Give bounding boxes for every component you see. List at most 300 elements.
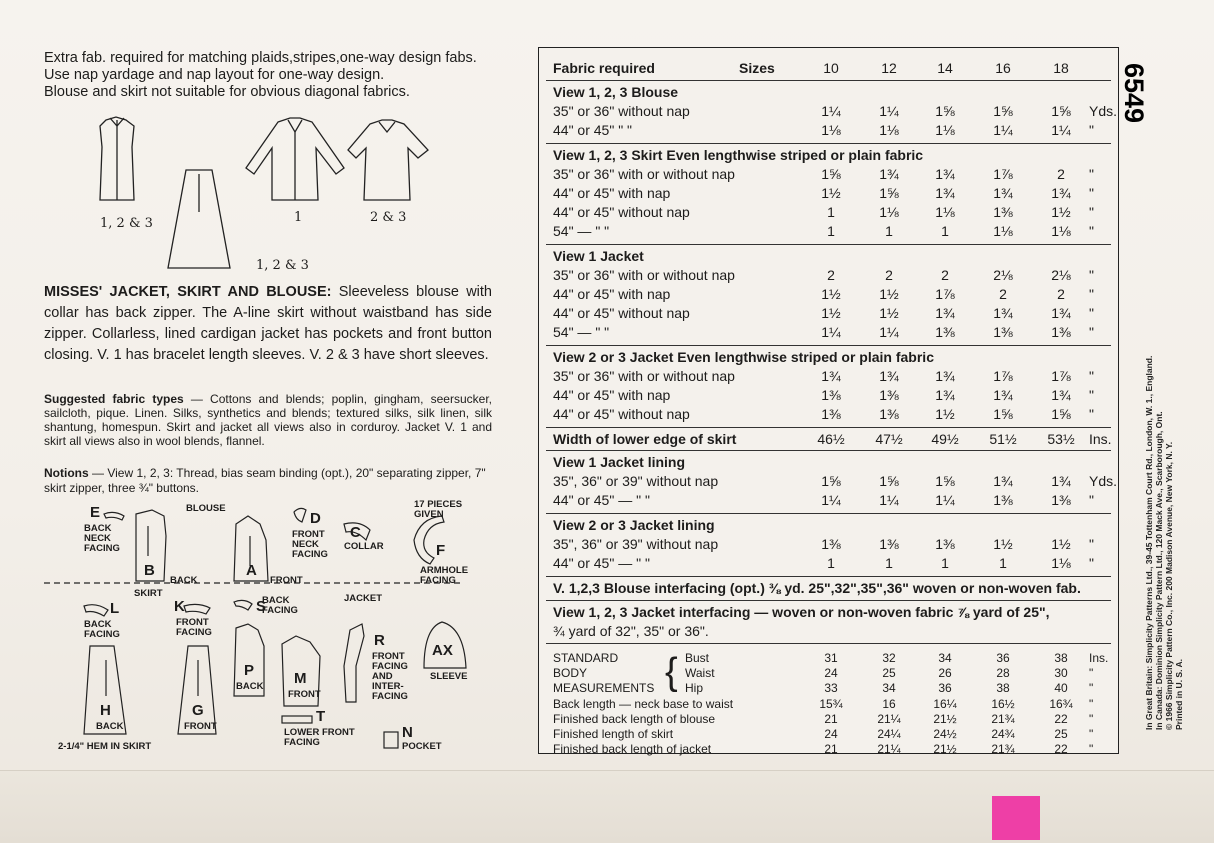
row-label: 44" or 45" — " " [553,555,650,571]
pieces-count: 17 PIECES GIVEN [414,499,463,520]
row-value: 1⅞ [1051,368,1071,384]
piece-label: FRONT NECK FACING [292,529,328,560]
row-value: 2 [885,267,893,283]
row-value: 1⅜ [821,406,841,422]
table-divider [546,600,1111,601]
row-value: 2 [1057,166,1065,182]
row-label: 35", 36" or 39" without nap [553,536,719,552]
row-value: 1⅜ [821,387,841,403]
row-value: 1⅞ [993,368,1013,384]
table-section-title [553,604,1110,623]
section-title-text: View 2 or 3 Jacket Even lengthwise striped or plain fabric [553,349,934,365]
table-section-title [553,454,1110,473]
row-value: 1⅜ [879,387,899,403]
row-unit: " [1089,204,1094,220]
table-divider [546,450,1111,451]
table-row [553,166,1110,185]
row-value: 1½ [821,305,841,321]
table-row [553,555,1110,574]
publisher-line: © 1966 Simplicity Pattern Co., Inc. 200 Madison Avenue, New York, N. Y. [1164,441,1174,730]
row-value: 1½ [879,286,899,302]
brace: { [665,651,678,693]
row-value: 21¾ [991,742,1015,756]
row-value: 1⅝ [879,185,899,201]
row-value: 1¼ [879,103,899,119]
table-header [553,60,1110,79]
row-value: 1½ [1051,536,1071,552]
intro-line: Blouse and skirt not suitable for obvious diagonal fabrics. [44,84,410,100]
row-value: 21 [824,742,838,756]
piece-letter: F [436,542,446,559]
row-label: 44" or 45" — " " [553,492,650,508]
row-unit: Ins. [1089,651,1109,665]
piece-label: FRONT [270,575,303,586]
row-unit: " [1089,305,1094,321]
row-value: 21½ [933,712,957,726]
row-label: 44" or 45" with nap [553,387,671,403]
row-label: 35" or 36" with or without nap [553,368,735,384]
row-unit: " [1089,166,1094,182]
row-value: 1⅛ [821,122,841,138]
row-value: 1½ [1051,204,1071,220]
table-row [553,431,1110,450]
table-divider [546,513,1111,514]
piece-label: FRONT [184,721,217,732]
row-value: 1¾ [993,185,1013,201]
row-value: 1⅜ [879,406,899,422]
row-value: 21¾ [991,712,1015,726]
row-label: Finished back length of jacket [553,742,712,756]
row-unit: " [1089,742,1094,756]
piece-letter: T [316,708,326,725]
row-value: 2 [1057,286,1065,302]
row-unit: " [1089,387,1094,403]
skirt-section-label: SKIRT [134,588,163,599]
row-value: 1 [827,204,835,220]
row-value: 24¾ [991,727,1015,741]
row-value: 1¼ [1051,122,1071,138]
row-label: 35" or 36" without nap [553,103,690,119]
row-value: 21½ [933,742,957,756]
piece-label: POCKET [402,741,442,752]
row-value: 1⅞ [935,286,955,302]
row-value: 1¾ [1051,473,1071,489]
row-value: 25 [882,666,896,680]
piece-label: BACK [236,681,264,692]
table-row [553,204,1110,223]
piece-letter: D [310,510,321,527]
header-size: 16 [995,60,1011,76]
sketch-label: 1, 2 & 3 [256,258,309,273]
row-value: 2 [999,286,1007,302]
row-value: 33 [824,681,838,695]
row-value: 1½ [935,406,955,422]
row-value: 2 [827,267,835,283]
row-value: 1⅛ [879,122,899,138]
table-row [553,305,1110,324]
sketch-label: 1, 2 & 3 [100,216,153,231]
table-divider [546,576,1111,577]
row-value: 51½ [989,431,1017,447]
publisher-line: Printed in U. S. A. [1174,659,1184,730]
fabric-requirements-table [538,47,1119,754]
row-unit: " [1089,368,1094,384]
row-label: 44" or 45" without nap [553,406,690,422]
row-value: 1½ [993,536,1013,552]
row-value: 34 [938,651,952,665]
piece-letter: P [244,662,255,679]
piece-label: FRONT FACING [176,617,212,638]
row-unit: " [1089,492,1094,508]
row-value: 1 [999,555,1007,571]
row-value: 1⅜ [1051,492,1071,508]
table-row [553,286,1110,305]
table-row [553,666,1110,681]
row-value: 16 [882,697,896,711]
header-size: 14 [937,60,953,76]
table-divider [546,143,1111,144]
row-unit: " [1089,666,1094,680]
row-value: 1⅛ [879,204,899,220]
piece-letter: N [402,724,413,741]
row-unit: " [1089,712,1094,726]
table-section-title [553,248,1110,267]
row-value: 2 [941,267,949,283]
description-text: Sleeveless blouse with collar has back zipper. The A-line skirt without waistband has side zipper. Collarless, lined cardigan jacket has pockets and front button closing. V. 1 has bracelet length sleeves. V. 2 & 3 have short sleeves. [44,284,492,363]
sketch-label: 1 [294,210,303,225]
pattern-number-text: 6549 [1119,63,1149,124]
row-label: Back length — neck base to waist [553,697,734,711]
row-unit: " [1089,536,1094,552]
row-value: 1¼ [879,324,899,340]
sketch-label: 2 & 3 [370,210,407,225]
table-row [553,103,1118,122]
row-value: 1⅛ [993,223,1013,239]
jacket-section-label: JACKET [344,593,383,604]
description-heading: MISSES' JACKET, SKIRT AND BLOUSE: [44,284,332,300]
publisher-info-svg [1122,210,1202,730]
row-value: 15¾ [819,697,843,711]
row-value: 1¼ [879,492,899,508]
row-value: 1⅝ [879,473,899,489]
row-value: 2⅛ [993,267,1013,283]
row-value: 1¾ [935,305,955,321]
row-unit: " [1089,286,1094,302]
row-label: 44" or 45" with nap [553,286,671,302]
row-value: 1¾ [993,473,1013,489]
row-unit: " [1089,122,1094,138]
section-title-text: View 1, 2, 3 Blouse [553,84,679,100]
fabric-types [44,392,492,448]
row-value: 1⅞ [993,166,1013,182]
piece-label: BACK [170,575,198,586]
row-value: 38 [1054,651,1068,665]
publisher-info [1122,210,1202,730]
row-value: 1¾ [993,387,1013,403]
row-value: 1⅝ [821,166,841,182]
notions [44,466,492,495]
row-label: Finished length of skirt [553,727,674,741]
row-value: 46½ [817,431,845,447]
row-value: 1⅝ [993,406,1013,422]
row-unit: " [1089,185,1094,201]
row-value: 1⅜ [993,492,1013,508]
notions-text: — View 1, 2, 3: Thread, bias seam binding (opt.), 20" separating zipper, 7" skirt zipper, three ¾" buttons. [44,466,486,495]
measure-label-text: STANDARD [553,651,619,665]
row-label: Width of lower edge of skirt [553,431,737,447]
row-label: 35", 36" or 39" without nap [553,473,719,489]
piece-letter: H [100,702,111,719]
row-unit: " [1089,555,1094,571]
table-row [553,122,1110,141]
row-value: 36 [938,681,952,695]
row-value: 28 [996,666,1010,680]
row-value: 1⅛ [1051,223,1071,239]
piece-letter: L [110,600,120,617]
row-unit: Ins. [1089,431,1112,447]
row-value: 1 [941,223,949,239]
piece-letter: K [174,598,185,615]
row-value: 1¾ [935,185,955,201]
table-section-title [553,349,1110,368]
table-row [553,712,1110,727]
row-value: 1⅜ [879,536,899,552]
row-value: 1½ [879,305,899,321]
row-value: 1⅜ [935,536,955,552]
pattern-description [44,282,492,366]
table-divider [546,80,1111,81]
table-row [553,473,1118,492]
row-label: Hip [685,681,704,695]
row-label: 54" — " " [553,324,610,340]
row-value: 1 [941,555,949,571]
row-value: 53½ [1047,431,1075,447]
row-value: 1⅛ [935,122,955,138]
row-value: 1⅜ [993,204,1013,220]
row-value: 1⅝ [1051,406,1071,422]
table-row [553,406,1110,425]
table-row [553,536,1110,555]
row-value: 24 [824,666,838,680]
piece-letter: R [374,632,385,649]
row-value: 1¾ [993,305,1013,321]
table-divider [546,244,1111,245]
blouse-section-label: BLOUSE [186,503,226,514]
table-row [553,368,1110,387]
row-value: 1⅝ [821,473,841,489]
table-divider [546,345,1111,346]
intro-line: Use nap yardage and nap layout for one-way design. [44,67,385,83]
section-title-text: View 1, 2, 3 Jacket interfacing — woven or non-woven fabric ⅞ yard of 25", [553,604,1050,620]
color-swatch [992,796,1040,840]
intro-line: Extra fab. required for matching plaids,stripes,one-way design fabs. [44,50,477,66]
row-value: 1 [827,555,835,571]
row-value: 1⅝ [993,103,1013,119]
row-label: 44" or 45" " " [553,122,633,138]
piece-letter: G [192,702,204,719]
row-value: 32 [882,651,896,665]
table-section-title [553,147,1110,166]
row-value: 1¾ [1051,185,1071,201]
row-unit: " [1089,727,1094,741]
row-value: 25 [1054,727,1068,741]
row-unit: " [1089,681,1094,695]
row-value: 21¼ [877,712,901,726]
row-unit: " [1089,406,1094,422]
pattern-pieces [44,496,494,758]
table-section-title [553,84,1110,103]
piece-label: ARMHOLE FACING [420,565,469,586]
header-size: 10 [823,60,839,76]
notions-heading: Notions [44,466,89,480]
piece-letter: M [294,670,307,687]
piece-label: FRONT [288,689,321,700]
row-value: 38 [996,681,1010,695]
row-value: 1⅝ [1051,103,1071,119]
row-value: 1 [885,555,893,571]
row-value: 24½ [933,727,957,741]
row-label: ¾ yard of 32", 35" or 36". [553,623,709,639]
piece-label: BACK FACING [84,619,120,640]
row-value: 1¾ [935,368,955,384]
row-value: 1⅝ [935,103,955,119]
pattern-number-svg [1119,55,1149,195]
row-value: 1¾ [935,166,955,182]
table-row [553,651,1110,666]
row-unit: Yds. [1089,473,1118,489]
row-value: 34 [882,681,896,695]
table-row [553,324,1110,343]
row-value: 1⅜ [935,324,955,340]
table-row [553,267,1110,286]
row-unit: " [1089,223,1094,239]
row-unit: " [1089,267,1094,283]
row-value: 1¾ [1051,305,1071,321]
row-value: 36 [996,651,1010,665]
section-title-text: View 1, 2, 3 Skirt Even lengthwise striped or plain fabric [553,147,924,163]
row-value: 1½ [821,185,841,201]
piece-label: FRONT FACING AND INTER-FACING [372,651,408,702]
row-value: 1⅜ [1051,324,1071,340]
table-divider [546,643,1111,644]
piece-label: LOWER FRONT FACING [284,727,355,748]
row-unit: Yds. [1089,103,1118,119]
fabric-types-text: — Cottons and blends; poplin, gingham, seersucker, sailcloth, pique. Linen. Silks, synthetics and blends; textured silks, silk linen, silk shantung, homespun. Skirt and jacket all views also in corduroy. Jacket V. 1 and skirt all views also in wool blends, flannel. [44,392,492,448]
table-divider [546,427,1111,428]
row-value: 1¾ [1051,387,1071,403]
table-section-title [553,517,1110,536]
piece-letter: S [256,598,267,615]
piece-label: BACK [96,721,124,732]
row-value: 1¾ [821,368,841,384]
garment-sketches [44,112,494,277]
row-value: 22 [1054,742,1068,756]
row-value: 1 [827,223,835,239]
row-value: 1¾ [879,166,899,182]
row-value: 30 [1054,666,1068,680]
row-label: 54" — " " [553,223,610,239]
row-value: 1¼ [821,492,841,508]
piece-letter: C [350,524,361,541]
row-value: 22 [1054,712,1068,726]
row-value: 40 [1054,681,1068,695]
row-label: 44" or 45" without nap [553,305,690,321]
row-label: 44" or 45" with nap [553,185,671,201]
publisher-line: In Canada: Dominion Simplicity Pattern Ltd., 120 Mack Ave., Scarborough, Ont. [1154,411,1164,730]
row-value: 31 [824,651,838,665]
row-unit: " [1089,324,1094,340]
header-sizes-label: Sizes [739,60,775,76]
table-row [553,681,1110,696]
row-value: 21¼ [877,742,901,756]
row-value: 1⅛ [1051,555,1071,571]
row-label: Finished back length of blouse [553,712,716,726]
row-value: 1⅜ [821,536,841,552]
row-value: 1¼ [821,324,841,340]
fabric-types-heading: Suggested fabric types [44,392,184,406]
garment-sketch-drawing [44,112,494,277]
row-value: 1¾ [935,387,955,403]
row-unit: " [1089,697,1094,711]
publisher-line: In Great Britain: Simplicity Patterns Ltd., 39-45 Tottenham Court Rd., London, W. 1., England. [1144,355,1154,730]
table-row [553,727,1110,742]
table-row [553,185,1110,204]
table-row [553,387,1110,406]
section-title-text: View 2 or 3 Jacket lining [553,517,715,533]
row-label: Bust [685,651,710,665]
pattern-number [1119,55,1149,195]
piece-letter: AX [432,642,453,659]
row-label: 44" or 45" without nap [553,204,690,220]
measure-label-text: BODY [553,666,588,680]
section-title-text: View 1 Jacket [553,248,644,264]
piece-label: BACK FACING [262,595,298,616]
row-label: 35" or 36" with or without nap [553,166,735,182]
row-value: 2⅛ [1051,267,1071,283]
row-value: 49½ [931,431,959,447]
row-value: 1¾ [879,368,899,384]
intro-notes [44,50,494,101]
row-value: 1⅜ [993,324,1013,340]
row-value: 1¼ [993,122,1013,138]
piece-label: SLEEVE [430,671,468,682]
row-value: 16¾ [1049,697,1073,711]
table-row [553,697,1110,712]
piece-letter: E [90,504,101,521]
piece-letter: B [144,562,155,579]
table-section-title [553,580,1110,599]
piece-label: COLLAR [344,541,384,552]
row-value: 47½ [875,431,903,447]
row-value: 1½ [821,286,841,302]
table-row [553,623,1110,642]
row-value: 1⅝ [935,473,955,489]
row-value: 21 [824,712,838,726]
table-row [553,492,1110,511]
row-value: 1 [885,223,893,239]
row-value: 16¼ [933,697,957,711]
section-title-text: View 1 Jacket lining [553,454,686,470]
header-size: 12 [881,60,897,76]
row-value: 1⅛ [935,204,955,220]
section-title-text: V. 1,2,3 Blouse interfacing (opt.) ⅜ yd. 25",32",35",36" woven or non-woven fab. [553,580,1081,596]
row-value: 16½ [991,697,1015,711]
row-value: 1¼ [935,492,955,508]
piece-label: BACK NECK FACING [84,523,120,554]
row-label: Waist [685,666,715,680]
hem-note: 2-1/4" HEM IN SKIRT [58,741,152,752]
row-value: 24 [824,727,838,741]
